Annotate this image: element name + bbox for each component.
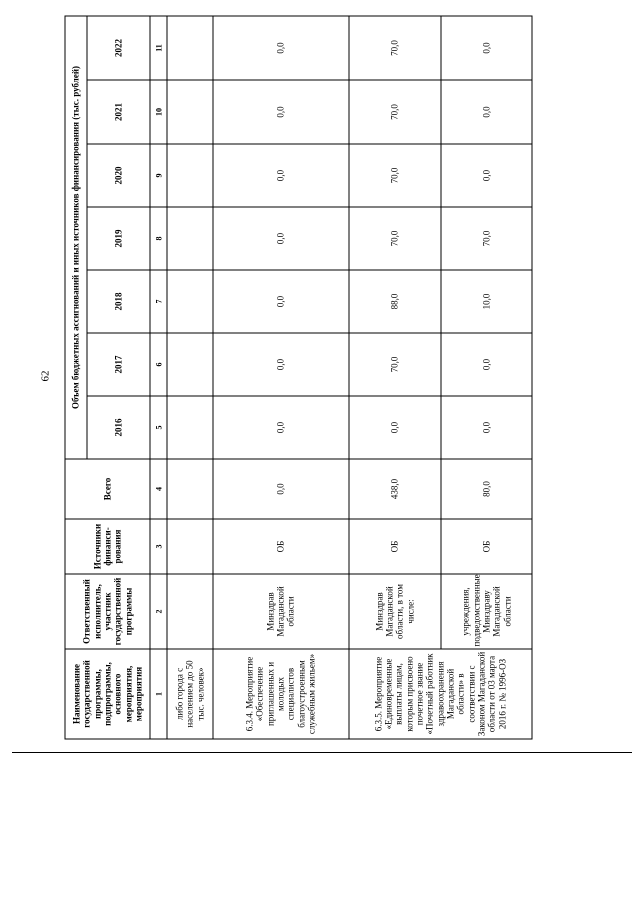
column-number: 10 [150, 80, 167, 144]
row-value: 0,0 [212, 16, 348, 80]
row-value [167, 207, 212, 270]
row-total: 0,0 [212, 459, 348, 519]
row-value: 0,0 [441, 16, 532, 80]
row-value: 70,0 [348, 207, 441, 270]
header-executor: Ответственный исполнитель, участник государственной программы [65, 574, 150, 649]
row-value [167, 333, 212, 396]
row-value: 0,0 [441, 144, 532, 207]
column-number: 11 [150, 16, 167, 80]
column-number: 7 [150, 270, 167, 333]
row-value: 0,0 [441, 396, 532, 459]
header-year: 2018 [86, 270, 149, 333]
row-value: 0,0 [212, 270, 348, 333]
row-value [167, 80, 212, 144]
table-container [64, 16, 532, 739]
row-name: либо города с населением до 50 тыс. человек» [167, 649, 212, 739]
page-number: 62 [39, 370, 52, 382]
header-name: Наименование государственной программы, подпрограммы, основного мероприятия, мероприятия [65, 649, 150, 739]
header-year: 2019 [86, 207, 149, 270]
header-year: 2022 [86, 16, 149, 80]
header-year: 2021 [86, 80, 149, 144]
table-row [212, 16, 348, 739]
row-value: 0,0 [212, 80, 348, 144]
header-total: Всего [65, 459, 150, 519]
row-value: 70,0 [348, 333, 441, 396]
row-total [167, 459, 212, 519]
row-name: 6.3.4. Мероприятие «Обеспечение приглашенных и молодых специалистов благоустроенным служебным жильем» [212, 649, 348, 739]
row-value: 0,0 [212, 333, 348, 396]
row-value [167, 144, 212, 207]
header-source: Источники финанси-рования [65, 519, 150, 574]
financing-table [64, 15, 532, 739]
row-value: 0,0 [212, 144, 348, 207]
column-number: 8 [150, 207, 167, 270]
row-value: 70,0 [348, 80, 441, 144]
row-executor: учреждения, подведомственные Минздраву Магаданской области [441, 574, 532, 649]
row-executor [167, 574, 212, 649]
row-value: 0,0 [441, 80, 532, 144]
row-value: 88,0 [348, 270, 441, 333]
row-source: ОБ [212, 519, 348, 574]
header-group: Объем бюджетных ассигнований и иных источников финансирования (тыс. рублей) [65, 16, 87, 459]
row-value: 70,0 [441, 207, 532, 270]
row-source: ОБ [441, 519, 532, 574]
column-number: 2 [150, 574, 167, 649]
row-total: 438,0 [348, 459, 441, 519]
header-year: 2020 [86, 144, 149, 207]
column-number: 3 [150, 519, 167, 574]
header-year: 2016 [86, 396, 149, 459]
column-number: 5 [150, 396, 167, 459]
row-name: 6.3.5. Мероприятие «Единовременные выплаты лицам, которым присвоено почетное звание «Почетный работник здравоохранения Магаданской области» в соответствии с Законом Магаданской области от 03 марта 2016 г. № 1996-ОЗ [348, 649, 531, 739]
table-row [441, 16, 532, 739]
row-value [167, 270, 212, 333]
row-value [167, 396, 212, 459]
header-year: 2017 [86, 333, 149, 396]
row-value: 0,0 [441, 333, 532, 396]
row-value: 70,0 [348, 16, 441, 80]
separator-line [12, 752, 632, 753]
column-number: 4 [150, 459, 167, 519]
table-row [348, 16, 441, 739]
row-executor: Минздрав Магаданской области [212, 574, 348, 649]
row-value: 10,0 [441, 270, 532, 333]
row-value: 70,0 [348, 144, 441, 207]
column-number-row [150, 16, 167, 739]
row-value [167, 16, 212, 80]
column-number: 9 [150, 144, 167, 207]
row-value: 0,0 [348, 396, 441, 459]
row-value: 0,0 [212, 396, 348, 459]
row-value: 0,0 [212, 207, 348, 270]
row-source: ОБ [348, 519, 441, 574]
column-number: 1 [150, 649, 167, 739]
column-number: 6 [150, 333, 167, 396]
row-executor: Минздрав Магаданской области, в том числе: [348, 574, 441, 649]
table-row [167, 16, 212, 739]
row-total: 80,0 [441, 459, 532, 519]
row-source [167, 519, 212, 574]
